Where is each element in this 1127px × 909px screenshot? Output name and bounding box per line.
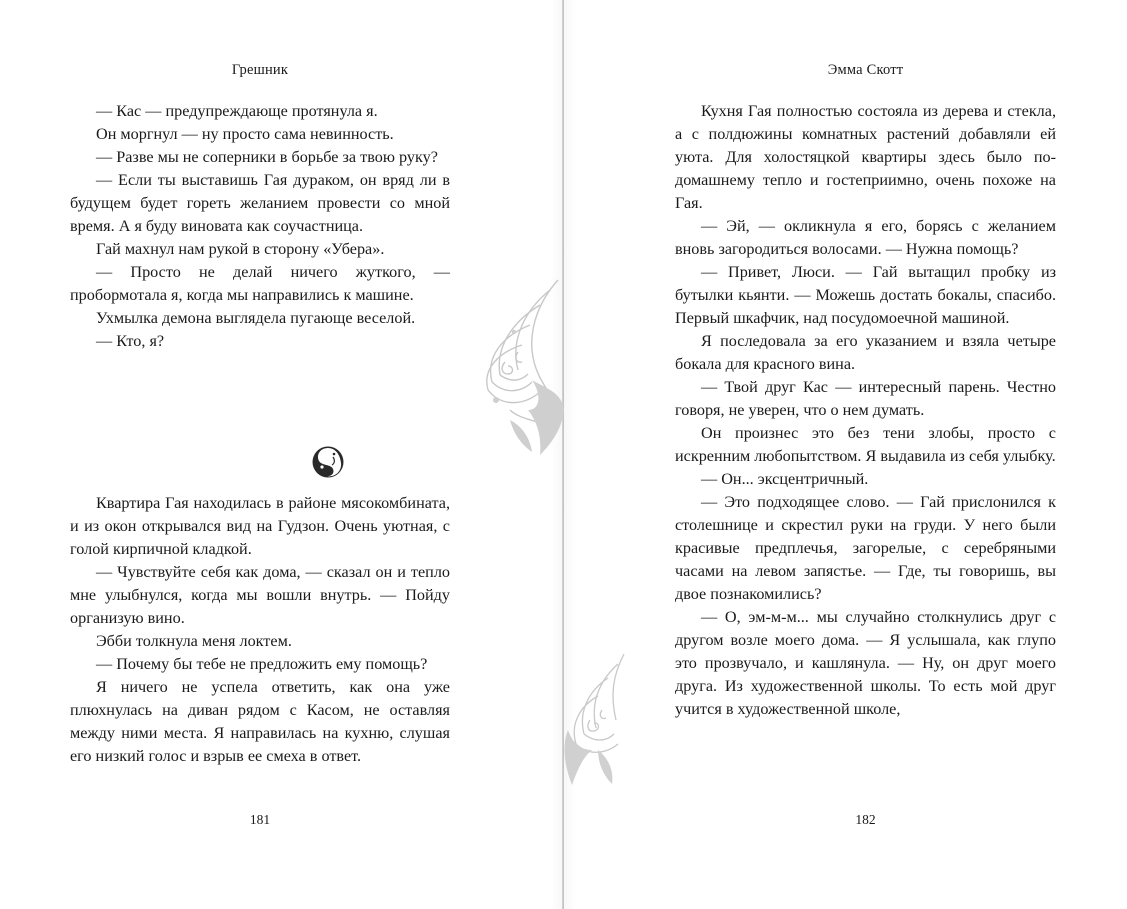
paragraph: Эбби толкнула меня локтем. bbox=[96, 632, 292, 650]
paragraph: — Просто не делай ничего жуткого, — пробормотала я, когда мы направились к машине. bbox=[70, 263, 450, 304]
paragraph: — Почему бы тебе не предложить ему помощь? bbox=[96, 655, 428, 673]
paragraph: — Твой друг Кас — интересный парень. Честно говоря, не уверен, что о нем думать. bbox=[675, 378, 1056, 419]
paragraph: — Эй, — окликнула я его, борясь с желанием вновь загородиться волосами. — Нужна помощь? bbox=[675, 217, 1056, 258]
paragraph: Он моргнул — ну просто сама невинность. bbox=[96, 125, 394, 143]
paragraph: Кухня Гая полностью состояла из дерева и стекла, а с полдюжины комнатных растений добавляли ей уюта. Для холостяцкой квартиры здесь было по-домашнему тепло и гостеприимно, очень похоже на Гая. bbox=[675, 102, 1056, 212]
paragraph: Я последовала за его указанием и взяла четыре бокала для красного вина. bbox=[675, 332, 1056, 373]
paragraph: Он произнес это без тени злобы, просто с искренним любопытством. Я выдавила из себя улыбку. bbox=[675, 424, 1056, 465]
right-page bbox=[675, 0, 1056, 909]
paragraph: — О, эм-м-м... мы случайно столкнулись друг с другом возле моего дома. — Я услышала, как глупо это прозвучало, и кашлянула. — Ну, он друг моего друга. Из художественной школы. То есть мой друг учится в художественной школе, bbox=[675, 608, 1056, 718]
paragraph: — Кто, я? bbox=[96, 332, 165, 350]
running-head-title: Грешник bbox=[231, 62, 289, 78]
feather-flourish-icon bbox=[470, 270, 565, 460]
page-number: 181 bbox=[249, 812, 271, 827]
feather-flourish-icon bbox=[558, 650, 638, 790]
paragraph: — Привет, Люси. — Гай вытащил пробку из бутылки кьянти. — Можешь достать бокалы, спасибо. Первый шкафчик, над посудомоечной машиной. bbox=[675, 263, 1056, 327]
text-block-upper bbox=[70, 100, 450, 353]
paragraph: — Кас — предупреждающе протянула я. bbox=[96, 102, 378, 120]
paragraph: — Он... эксцентричный. bbox=[701, 470, 869, 488]
paragraph: — Если ты выставишь Гая дураком, он вряд ли в будущем будет гореть желанием провести со мной время. А я буду виновата как соучастница. bbox=[70, 171, 450, 235]
paragraph: Я ничего не успела ответить, как она уже плюхнулась на диван рядом с Касом, не оставляя между ними места. Я направилась на кухню, слушая его низкий голос и взрыв ее смеха в ответ. bbox=[70, 678, 450, 765]
paragraph: — Это подходящее слово. — Гай прислонился к столешнице и скрестил руки на груди. У него были красивые предплечья, загорелые, с серебряными часами на левом запястье. — Где, ты говоришь, вы двое познакомились? bbox=[675, 493, 1056, 603]
running-head-author: Эмма Скотт bbox=[827, 62, 904, 78]
paragraph: — Чувствуйте себя как дома, — сказал он и тепло мне улыбнулся, когда мы вошли внутрь. — Пойду организую вино. bbox=[70, 563, 450, 627]
page-number: 182 bbox=[855, 812, 876, 827]
paragraph: Ухмылка демона выглядела пугающе веселой. bbox=[96, 309, 416, 327]
paragraph: — Разве мы не соперники в борьбе за твою руку? bbox=[96, 148, 438, 166]
left-page bbox=[70, 0, 450, 909]
paragraph: Квартира Гая находилась в районе мясокомбината, и из окон открывался вид на Гудзон. Очень уютная, с голой кирпичной кладкой. bbox=[70, 494, 450, 558]
paragraph: Гай махнул нам рукой в сторону «Убера». bbox=[96, 240, 385, 258]
text-block-lower bbox=[70, 492, 450, 768]
text-block-main bbox=[675, 100, 1056, 721]
yin-yang-ornament-icon bbox=[311, 445, 345, 479]
